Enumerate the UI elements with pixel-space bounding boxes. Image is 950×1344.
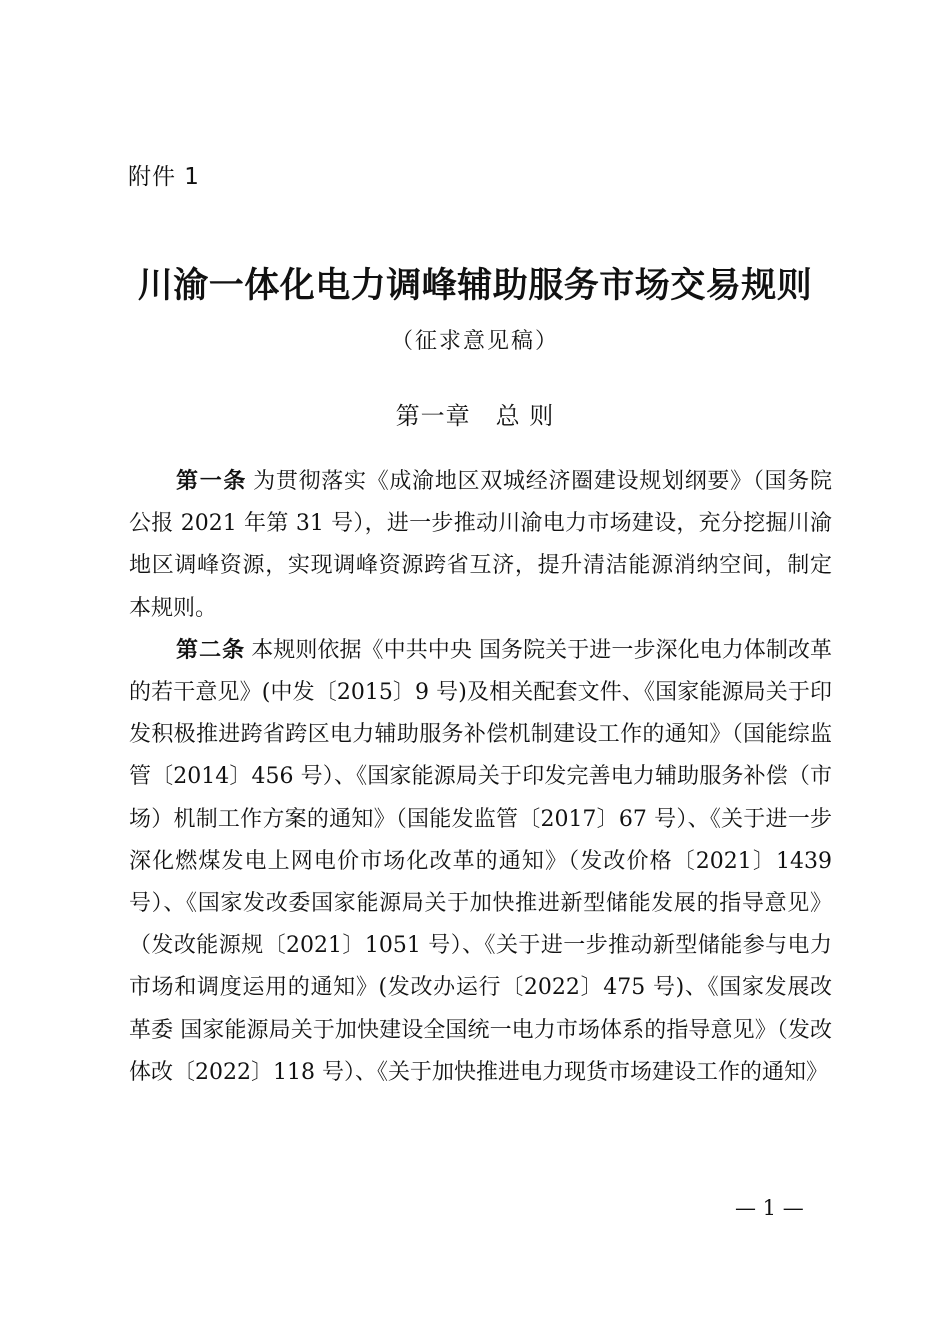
article-2 bbox=[129, 630, 832, 1094]
chapter-heading: 第一章 总 则 bbox=[395, 402, 555, 430]
article-2-label: 第二条 bbox=[176, 637, 246, 663]
article-1-text: 为贯彻落实《成渝地区双城经济圈建设规划纲要》（国务院公报 2021 年第 31 号），进一步推动川渝电力市场建设，充分挖掘川渝地区调峰资源，实现调峰资源跨省互济，提升清洁能源消纳空间，制定本规则。 bbox=[129, 469, 832, 621]
document-body bbox=[129, 461, 832, 1094]
attachment-label: 附件 1 bbox=[128, 164, 200, 190]
page-number: — 1 — bbox=[735, 1196, 804, 1220]
document-title: 川渝一体化电力调峰辅助服务市场交易规则 bbox=[137, 266, 813, 306]
document-subtitle: （征求意见稿） bbox=[390, 329, 559, 354]
article-1 bbox=[129, 461, 832, 630]
article-2-text: 本规则依据《中共中央 国务院关于进一步深化电力体制改革的若干意见》(中发〔2015〕9 号)及相关配套文件、《国家能源局关于印发积极推进跨省跨区电力辅助服务补偿机制建设工作的通知》（国能综监管〔2014〕456 号）、《国家能源局关于印发完善电力辅助服务补偿（市场）机制工作方案的通知》（国能发监管〔2017〕67 号）、《关于进一步深化燃煤发电上网电价市场化改革的通知》（发改价格〔2021〕1439 号）、《国家发改委国家能源局关于加快推进新型储能发展的指导意见》（发改能源规〔2021〕1051 号）、《关于进一步推动新型储能参与电力市场和调度运用的通知》(发改办运行〔2022〕475 号)、《国家发展改革委 国家能源局关于加快建设全国统一电力市场体系的指导意见》（发改体改〔2022〕118 号）、《关于加快推进电力现货市场建设工作的通知》 bbox=[129, 637, 833, 1085]
article-1-label: 第一条 bbox=[176, 469, 248, 494]
